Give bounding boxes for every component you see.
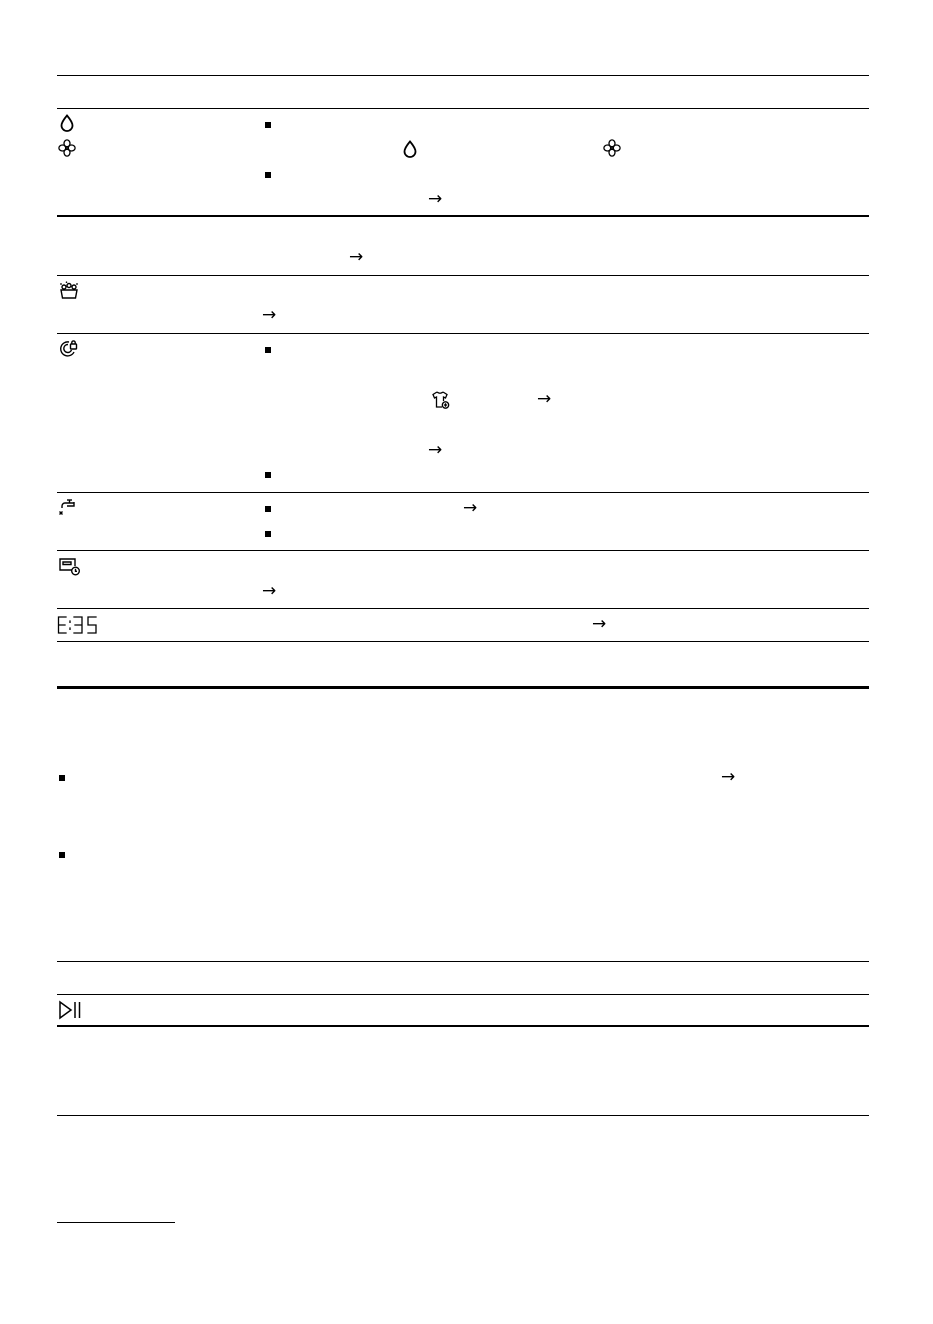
fan-flower-icon [58,139,76,157]
bullet [265,122,271,128]
row-divider [57,608,869,609]
bullet [59,775,65,781]
footnote-separator [57,1222,175,1223]
reference-arrow: → [262,305,277,325]
row-divider [57,215,869,217]
row-divider [57,492,869,493]
shirt-add-icon [431,390,451,410]
reference-arrow: → [428,189,443,209]
fan-flower-icon [603,139,621,157]
error-code-display-icon [57,615,101,635]
water-drop-icon [59,114,75,132]
table-top-rule [57,961,869,962]
row-divider [57,550,869,551]
reference-arrow: → [349,247,364,267]
reference-arrow: → [721,767,736,787]
bullet [265,506,271,512]
row-divider [57,1025,869,1027]
reference-arrow: → [537,389,552,409]
table-bottom-rule [57,1115,869,1116]
bullet [265,347,271,353]
foam-basin-icon [58,281,80,301]
table-top-rule [57,75,869,76]
table-header-rule [57,994,869,995]
reference-arrow: → [428,440,443,460]
bullet [265,472,271,478]
reference-arrow: → [463,498,478,518]
play-pause-icon [58,1000,82,1020]
row-divider [57,275,869,276]
row-divider [57,333,869,334]
tap-off-icon [58,497,78,517]
reference-arrow: → [262,581,277,601]
bullet [265,531,271,537]
drawer-timer-icon [58,557,82,577]
child-lock-icon [58,339,78,357]
bullet [59,852,65,858]
reference-arrow: → [592,614,607,634]
water-drop-icon [402,140,418,158]
table-bottom-rule [57,686,869,689]
bullet [265,172,271,178]
table-header-rule [57,108,869,109]
row-divider [57,641,869,642]
